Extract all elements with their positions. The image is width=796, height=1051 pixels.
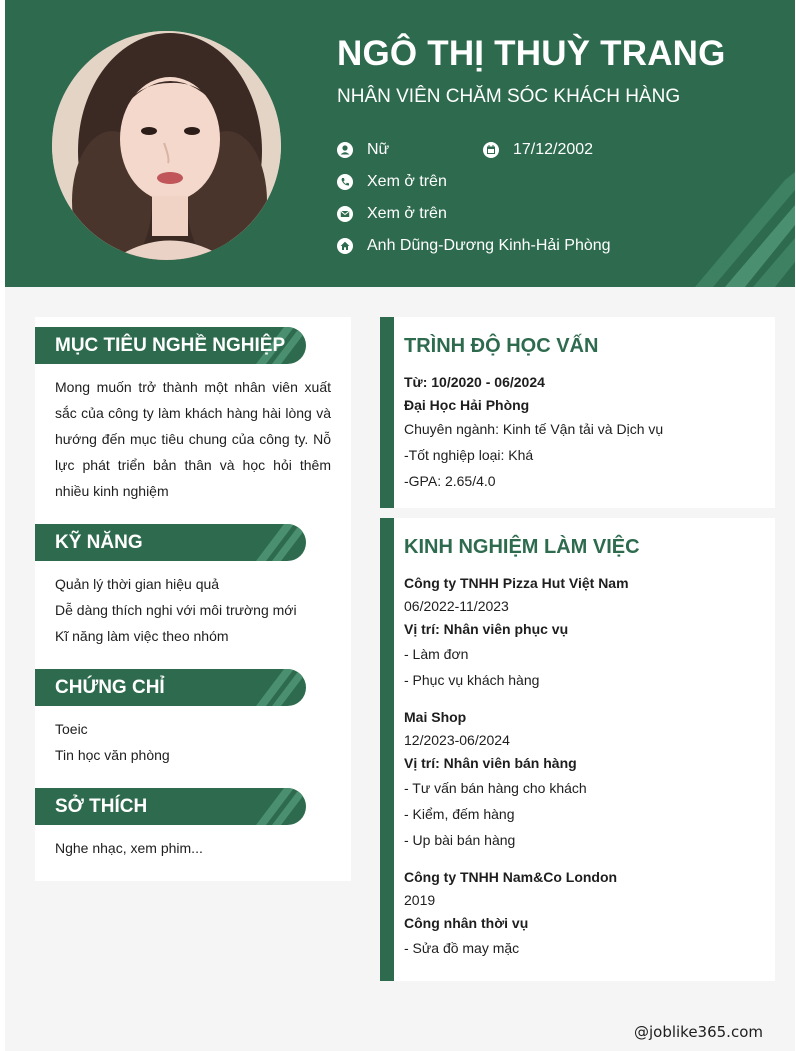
home-icon (337, 238, 353, 254)
watermark-text: @joblike365.com (633, 1023, 763, 1041)
certificates-heading (35, 669, 306, 706)
address-row (337, 237, 611, 255)
job-company: Mai Shop (404, 709, 467, 725)
job-task: - Kiểm, đếm hàng (404, 806, 515, 822)
list-item: Dễ dàng thích nghi với môi trường mới (55, 602, 297, 618)
heading-stripes-decoration (216, 669, 306, 706)
job-period: 06/2022-11/2023 (404, 598, 509, 614)
candidate-name: NGÔ THỊ THUỲ TRANG (337, 34, 726, 73)
heading-stripes-decoration (216, 524, 306, 561)
job-task: - Làm đơn (404, 646, 469, 662)
experience-title: KINH NGHIỆM LÀM VIỆC (404, 536, 640, 558)
calendar-icon (483, 142, 499, 158)
education-major: Chuyên ngành: Kinh tế Vận tải và Dịch vụ (404, 421, 664, 437)
education-period: Từ: 10/2020 - 06/2024 (404, 374, 545, 390)
experience-body (404, 572, 764, 961)
hobbies-title: SỞ THÍCH (55, 796, 148, 817)
job-role: Vị trí: Nhân viên bán hàng (404, 755, 577, 771)
cv-page (5, 0, 795, 1051)
birthday-value: 17/12/2002 (513, 141, 594, 158)
skills-heading (35, 524, 306, 561)
objective-title: MỤC TIÊU NGHỀ NGHIỆP (55, 335, 286, 356)
objective-heading (35, 327, 306, 364)
job-period: 2019 (404, 892, 436, 908)
job-role: Vị trí: Nhân viên phục vụ (404, 621, 569, 637)
job-task: - Tư vấn bán hàng cho khách (404, 780, 587, 796)
education-school: Đại Học Hải Phòng (404, 397, 530, 413)
profile-photo (52, 31, 281, 260)
mail-icon (337, 206, 353, 222)
job-entry (404, 706, 764, 853)
birthday-row (483, 141, 593, 159)
job-company: Công ty TNHH Nam&Co London (404, 869, 618, 885)
cv-header (5, 0, 795, 287)
certificates-title: CHỨNG CHỈ (55, 677, 165, 698)
skills-title: KỸ NĂNG (55, 532, 143, 553)
job-period: 12/2023-06/2024 (404, 732, 510, 748)
hobbies-text: Nghe nhạc, xem phim... (55, 840, 203, 856)
user-icon (337, 142, 353, 158)
job-role: Công nhân thời vụ (404, 915, 529, 931)
list-item: Kĩ năng làm việc theo nhóm (55, 628, 229, 644)
candidate-position: NHÂN VIÊN CHĂM SÓC KHÁCH HÀNG (337, 86, 681, 107)
certificates-list (55, 716, 331, 768)
list-item: Quản lý thời gian hiệu quả (55, 576, 220, 592)
education-title: TRÌNH ĐỘ HỌC VẤN (404, 335, 599, 357)
education-accent-bar (380, 317, 394, 508)
hobbies-heading (35, 788, 306, 825)
education-card (380, 317, 775, 508)
list-item: Toeic (55, 721, 88, 737)
objective-text: Mong muốn trở thành một nhân viên xuất sắc của công ty làm khách hàng hài lòng và hướng đến mục tiêu chung của công ty. Nỗ lực phát triển bản thân và học hỏi thêm nhiều kinh nghiệm (55, 379, 331, 499)
list-item: Tin học văn phòng (55, 747, 170, 763)
job-task: - Phục vụ khách hàng (404, 672, 540, 688)
job-task: - Up bài bán hàng (404, 832, 516, 848)
education-rank: -Tốt nghiệp loại: Khá (404, 447, 534, 463)
email-value: Xem ở trên (367, 205, 447, 222)
experience-accent-bar (380, 518, 394, 981)
experience-card (380, 518, 775, 981)
skills-list (55, 571, 331, 649)
phone-value: Xem ở trên (367, 173, 447, 190)
email-row (337, 205, 447, 223)
heading-stripes-decoration (216, 788, 306, 825)
job-task: - Sửa đồ may mặc (404, 940, 520, 956)
left-column (35, 317, 351, 881)
gender-value: Nữ (367, 141, 390, 158)
job-entry (404, 572, 764, 693)
phone-row (337, 173, 447, 191)
gender-row (337, 141, 389, 159)
education-gpa: -GPA: 2.65/4.0 (404, 473, 496, 489)
address-value: Anh Dũng-Dương Kinh-Hải Phòng (367, 237, 611, 254)
job-entry (404, 866, 764, 961)
education-body (404, 371, 764, 494)
phone-icon (337, 174, 353, 190)
job-company: Công ty TNHH Pizza Hut Việt Nam (404, 575, 629, 591)
